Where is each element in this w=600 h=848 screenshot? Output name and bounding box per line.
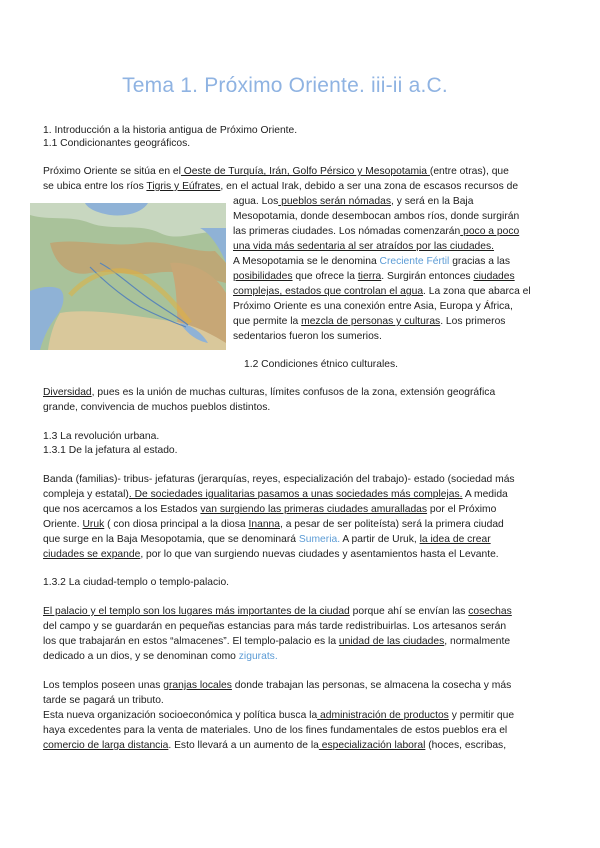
p1-line-5: las primeras ciudades. Los nómadas comenzarán poco a poco xyxy=(233,226,520,237)
map-illustration xyxy=(30,203,226,350)
toc-item-1-1: 1.1 Condicionantes geográficos. xyxy=(43,138,191,149)
p1-line-12: sedentarios fueron los sumerios. xyxy=(233,331,382,342)
p3-line-4: Oriente. Uruk ( con diosa principal a la diosa Inanna, a pesar de ser politeísta) será la primera ciudad xyxy=(43,519,504,530)
section-1-2-heading: 1.2 Condiciones étnico culturales. xyxy=(244,359,398,370)
p3-line-3: que nos acercamos a los Estados van surgiendo las primeras ciudades amuralladas por el Próximo xyxy=(43,504,497,515)
section-1-3-2-heading: 1.3.2 La ciudad-templo o templo-palacio. xyxy=(43,577,230,588)
p3-line-1: Banda (familias)- tribus- jefaturas (jerarquías, reyes, especialización del trabajo)- estado (sociedad más xyxy=(43,474,515,485)
p1-line-4: Mesopotamia, donde desembocan ambos ríos, donde surgirán xyxy=(233,211,520,222)
page-title: Tema 1. Próximo Oriente. iii-ii a.C. xyxy=(122,74,448,97)
section-1-3-heading: 1.3 La revolución urbana. xyxy=(43,431,160,442)
p1-line-10: Próximo Oriente es una conexión entre Asia, Europa y África, xyxy=(233,301,513,312)
p1-line-1: Próximo Oriente se sitúa en el Oeste de Turquía, Irán, Golfo Pérsico y Mesopotamia (entre otras), que xyxy=(43,166,509,177)
p2-line-1: Diversidad, pues es la unión de muchas culturas, límites confusos de la zona, extensión geográfica xyxy=(43,387,496,398)
p5-line-2: tarde se pagará un tributo. xyxy=(43,695,164,706)
section-1-3-1-heading: 1.3.1 De la jefatura al estado. xyxy=(43,445,178,456)
p2-line-2: grande, convivencia de muchos pueblos distintos. xyxy=(43,402,271,413)
p1-line-3: agua. Los pueblos serán nómadas, y será en la Baja xyxy=(233,196,474,207)
p1-line-6: una vida más sedentaria al ser atraídos por las ciudades. xyxy=(233,241,495,252)
toc-item-1: 1. Introducción a la historia antigua de Próximo Oriente. xyxy=(43,125,298,136)
map-image-mesopotamia xyxy=(30,203,226,350)
p3-line-6: ciudades se expande, por lo que van surgiendo nuevas ciudades y asentamientos hasta el Levante. xyxy=(43,549,499,560)
p4-line-1: El palacio y el templo son los lugares más importantes de la ciudad porque ahí se envían las cosechas xyxy=(43,606,512,617)
p3-line-5: que surge en la Baja Mesopotamia, que se denominará Sumeria. A partir de Uruk, la idea de crear xyxy=(43,534,491,545)
p1-line-2: se ubica entre los ríos Tigris y Eúfrates, en el actual Irak, debido a ser una zona de escasos recursos de xyxy=(43,181,519,192)
p4-line-3: los que trabajarán en estos “almacenes”. El templo-palacio es la unidad de las ciudades, normalmente xyxy=(43,636,511,647)
p1-line-7: A Mesopotamia se le denomina Creciente Fértil gracias a las xyxy=(233,256,511,267)
p5-line-4: haya excedentes para la venta de materiales. Uno de los fines fundamentales de estos pueblos era el xyxy=(43,725,508,736)
p1-line-11: que permite la mezcla de personas y culturas. Los primeros xyxy=(233,316,506,327)
p4-line-2: del campo y se guardarán en pequeñas estancias para más tarde redistribuirlas. Los artesanos serán xyxy=(43,621,507,632)
p1-line-9: complejas, estados que controlan el agua. La zona que abarca el xyxy=(233,286,531,297)
p5-line-5: comercio de larga distancia. Esto llevará a un aumento de la especialización laboral (hoces, escribas, xyxy=(43,740,507,751)
p5-line-3: Esta nueva organización socioeconómica y política busca la administración de productos y permitir que xyxy=(43,710,515,721)
p3-line-2: compleja y estatal). De sociedades igualitarias pasamos a unas sociedades más complejas. A medida xyxy=(43,489,508,500)
p4-line-4: dedicado a un dios, y se denominan como zigurats. xyxy=(43,651,278,662)
p1-line-8: posibilidades que ofrece la tierra. Surgirán entonces ciudades xyxy=(233,271,515,282)
p5-line-1: Los templos poseen unas granjas locales donde trabajan las personas, se almacena la cosecha y más xyxy=(43,680,512,691)
